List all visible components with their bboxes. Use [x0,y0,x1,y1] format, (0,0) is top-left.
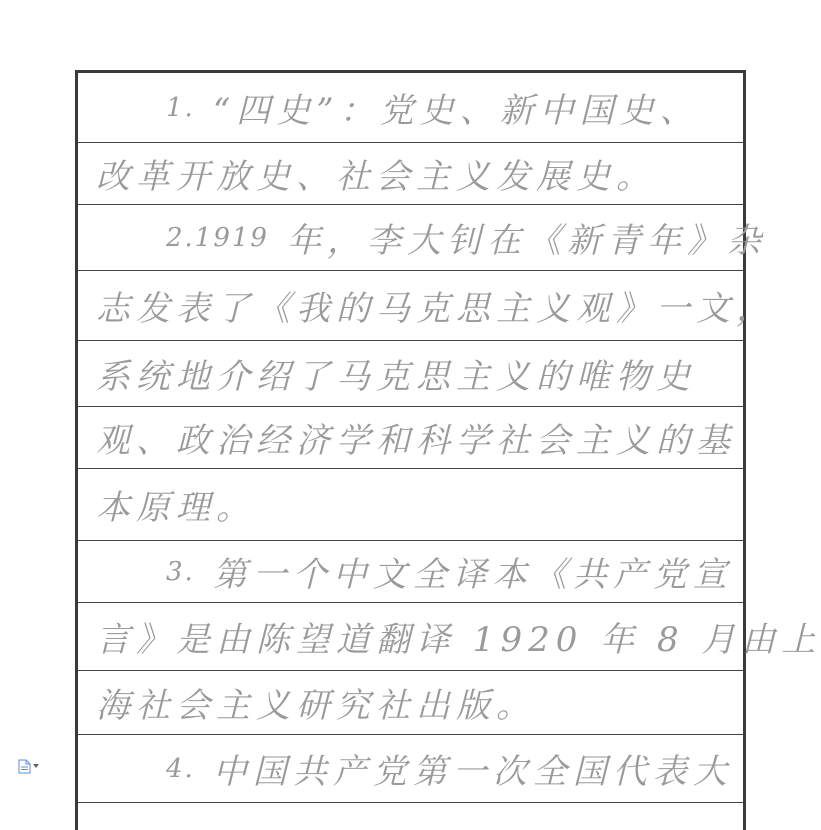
line-text: 年，李大钊在《新青年》杂 [286,221,767,261]
line-6 [78,407,743,469]
chevron-down-icon [33,764,39,768]
line-text: 观、政治经济学和科学社会主义的基 [96,421,736,461]
line-text: 中国共产党第一次全国代表大 [212,752,733,792]
line-4 [78,271,776,341]
line-7 [78,469,743,541]
line-text: 本原理。 [96,488,256,528]
item-number: 4. [166,753,195,784]
line-text: 改革开放史、社会主义发展史。 [96,157,656,197]
line-11 [78,735,743,803]
line-text: 第一个中文全译本《共产党宣 [212,555,733,595]
line-10 [78,671,743,735]
line-1 [78,73,743,143]
line-2 [78,143,743,205]
paste-options-button[interactable] [18,758,42,774]
item-number: 3. [166,556,195,587]
handwriting-sheet [75,70,821,830]
line-3 [78,205,767,271]
item-number: 1. [166,92,195,123]
line-text: 海社会主义研究社出版。 [96,686,536,726]
line-text: 志发表了《我的马克思主义观》一文， [96,289,776,329]
line-text: 系统地介绍了马克思主义的唯物史 [96,357,696,397]
line-text: 言》是由陈望道翻译 1920 年 8 月由上 [96,620,821,660]
line-5 [78,341,743,407]
line-9 [78,603,821,671]
document-icon [18,759,31,774]
line-text: “四史”：党史、新中国史、 [212,91,700,131]
line-8 [78,541,743,603]
item-number: 2.1919 [166,222,269,253]
